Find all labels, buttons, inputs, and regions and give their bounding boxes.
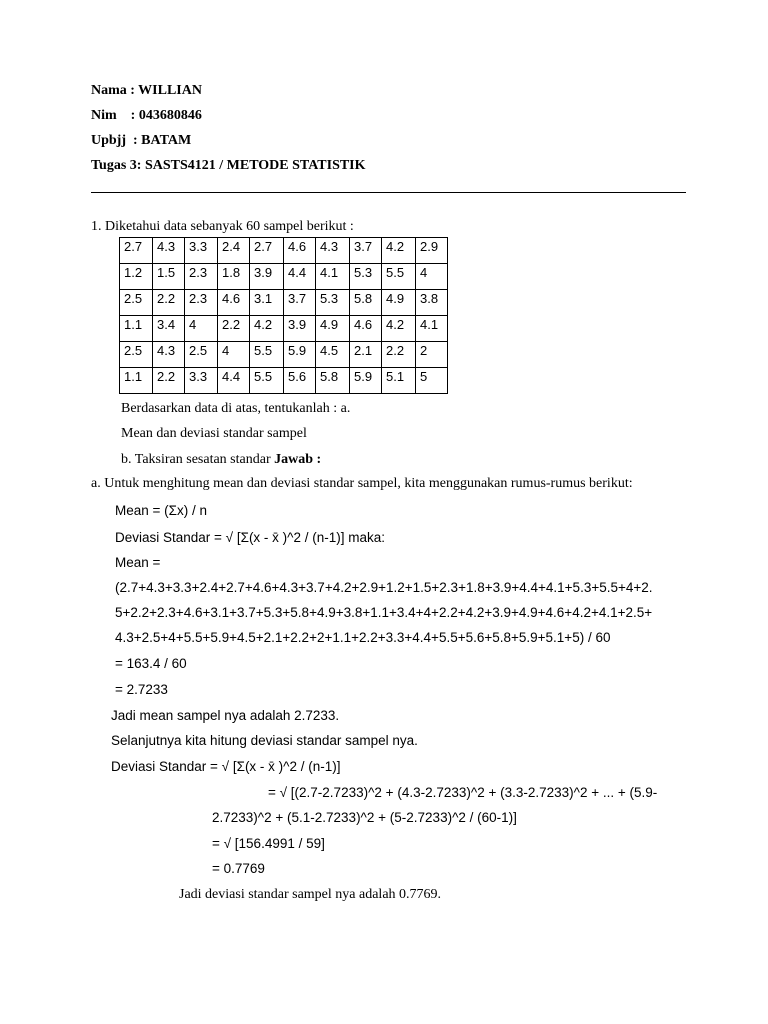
- question-line-3: [121, 452, 321, 468]
- table-cell: 1.1: [120, 316, 153, 342]
- mean-conclusion: Jadi mean sampel nya adalah 2.7233.: [111, 708, 340, 723]
- table-cell: 3.3: [185, 238, 218, 264]
- table-cell: 2.2: [382, 342, 416, 368]
- table-cell: 5.9: [284, 342, 316, 368]
- table-row: [120, 238, 448, 264]
- table-row: [120, 316, 448, 342]
- table-cell: 2.3: [185, 290, 218, 316]
- table-cell: 4.4: [218, 368, 250, 394]
- table-row: [120, 290, 448, 316]
- table-cell: 5.8: [350, 290, 382, 316]
- table-cell: 4.9: [316, 316, 350, 342]
- table-cell: 4.1: [416, 316, 448, 342]
- std-step-4: = 0.7769: [212, 861, 265, 876]
- table-cell: 5: [416, 368, 448, 394]
- table-cell: 5.1: [382, 368, 416, 394]
- table-cell: 4.2: [382, 316, 416, 342]
- formula-std: Deviasi Standar = √ [Σ(x - x̄ )^2 / (n-1)] maka:: [115, 530, 386, 545]
- table-cell: 4.6: [218, 290, 250, 316]
- sample-data-table: [119, 237, 448, 394]
- table-cell: 3.9: [284, 316, 316, 342]
- table-cell: 5.3: [316, 290, 350, 316]
- table-cell: 2.5: [120, 342, 153, 368]
- formula-mean: Mean = (Σx) / n: [115, 503, 208, 518]
- table-row: [120, 368, 448, 394]
- table-cell: 5.5: [382, 264, 416, 290]
- table-cell: 4.5: [316, 342, 350, 368]
- table-cell: 5.5: [250, 342, 284, 368]
- table-cell: 4: [218, 342, 250, 368]
- table-cell: 4.2: [250, 316, 284, 342]
- table-cell: 3.3: [185, 368, 218, 394]
- table-cell: 4: [416, 264, 448, 290]
- table-cell: 2.2: [153, 368, 185, 394]
- student-upbjj: Upbjj : BATAM: [91, 133, 192, 148]
- table-cell: 1.5: [153, 264, 185, 290]
- std-step-2: 2.7233)^2 + (5.1-2.7233)^2 + (5-2.7233)^2 / (60-1)]: [212, 810, 517, 825]
- std-step-1: = √ [(2.7-2.7233)^2 + (4.3-2.7233)^2 + (3.3-2.7233)^2 + ... + (5.9-: [268, 785, 658, 800]
- mean-step-1: = 163.4 / 60: [115, 656, 187, 671]
- table-cell: 4: [185, 316, 218, 342]
- assignment-title: Tugas 3: SASTS4121 / METODE STATISTIK: [91, 158, 366, 173]
- std-step-3: = √ [156.4991 / 59]: [212, 836, 325, 851]
- table-cell: 4.3: [153, 238, 185, 264]
- std-formula: Deviasi Standar = √ [Σ(x - x̄ )^2 / (n-1)]: [111, 759, 341, 774]
- table-cell: 2.5: [185, 342, 218, 368]
- table-cell: 5.6: [284, 368, 316, 394]
- table-cell: 4.4: [284, 264, 316, 290]
- table-cell: 2.2: [218, 316, 250, 342]
- answer-a-intro: a. Untuk menghitung mean dan deviasi standar sampel, kita menggunakan rumus-rumus berikut:: [91, 476, 633, 491]
- table-cell: 2.4: [218, 238, 250, 264]
- std-intro: Selanjutnya kita hitung deviasi standar sampel nya.: [111, 733, 418, 748]
- question-line-2: Mean dan deviasi standar sampel: [121, 426, 307, 441]
- answer-heading: Jawab :: [274, 452, 322, 467]
- table-cell: 2.3: [185, 264, 218, 290]
- table-cell: 2.7: [120, 238, 153, 264]
- table-cell: 3.4: [153, 316, 185, 342]
- table-cell: 4.9: [382, 290, 416, 316]
- table-cell: 1.1: [120, 368, 153, 394]
- table-cell: 1.2: [120, 264, 153, 290]
- question-line-1: Berdasarkan data di atas, tentukanlah : a.: [121, 401, 351, 416]
- std-conclusion: Jadi deviasi standar sampel nya adalah 0.7769.: [179, 887, 442, 902]
- table-cell: 3.1: [250, 290, 284, 316]
- table-cell: 5.9: [350, 368, 382, 394]
- table-cell: 3.7: [350, 238, 382, 264]
- student-name: Nama : WILLIAN: [91, 83, 202, 98]
- table-cell: 2.5: [120, 290, 153, 316]
- table-row: [120, 342, 448, 368]
- table-cell: 2.7: [250, 238, 284, 264]
- question-line-3-text: b. Taksiran sesatan standar: [121, 452, 275, 467]
- table-cell: 4.3: [153, 342, 185, 368]
- table-cell: 3.8: [416, 290, 448, 316]
- table-cell: 2: [416, 342, 448, 368]
- table-cell: 4.6: [284, 238, 316, 264]
- table-cell: 5.3: [350, 264, 382, 290]
- header-divider: [91, 192, 686, 193]
- table-cell: 4.2: [382, 238, 416, 264]
- table-cell: 1.8: [218, 264, 250, 290]
- table-cell: 4.6: [350, 316, 382, 342]
- sum-line-2: 5+2.2+2.3+4.6+3.1+3.7+5.3+5.8+4.9+3.8+1.1+3.4+4+2.2+4.2+3.9+4.9+4.6+4.2+4.1+2.5+: [115, 605, 653, 620]
- table-cell: 4.3: [316, 238, 350, 264]
- table-cell: 2.9: [416, 238, 448, 264]
- table-cell: 3.9: [250, 264, 284, 290]
- sum-line-3: 4.3+2.5+4+5.5+5.9+4.5+2.1+2.2+2+1.1+2.2+3.3+4.4+5.5+5.6+5.8+5.9+5.1+5) / 60: [115, 630, 611, 645]
- table-row: [120, 264, 448, 290]
- table-cell: 2.1: [350, 342, 382, 368]
- mean-step-2: = 2.7233: [115, 682, 168, 697]
- mean-label: Mean =: [115, 555, 161, 570]
- table-cell: 5.8: [316, 368, 350, 394]
- table-cell: 2.2: [153, 290, 185, 316]
- table-cell: 4.1: [316, 264, 350, 290]
- question-intro: 1. Diketahui data sebanyak 60 sampel berikut :: [91, 219, 354, 234]
- student-nim: Nim : 043680846: [91, 108, 202, 123]
- table-cell: 3.7: [284, 290, 316, 316]
- sum-line-1: (2.7+4.3+3.3+2.4+2.7+4.6+4.3+3.7+4.2+2.9+1.2+1.5+2.3+1.8+3.9+4.4+4.1+5.3+5.5+4+2.: [115, 580, 653, 595]
- table-cell: 5.5: [250, 368, 284, 394]
